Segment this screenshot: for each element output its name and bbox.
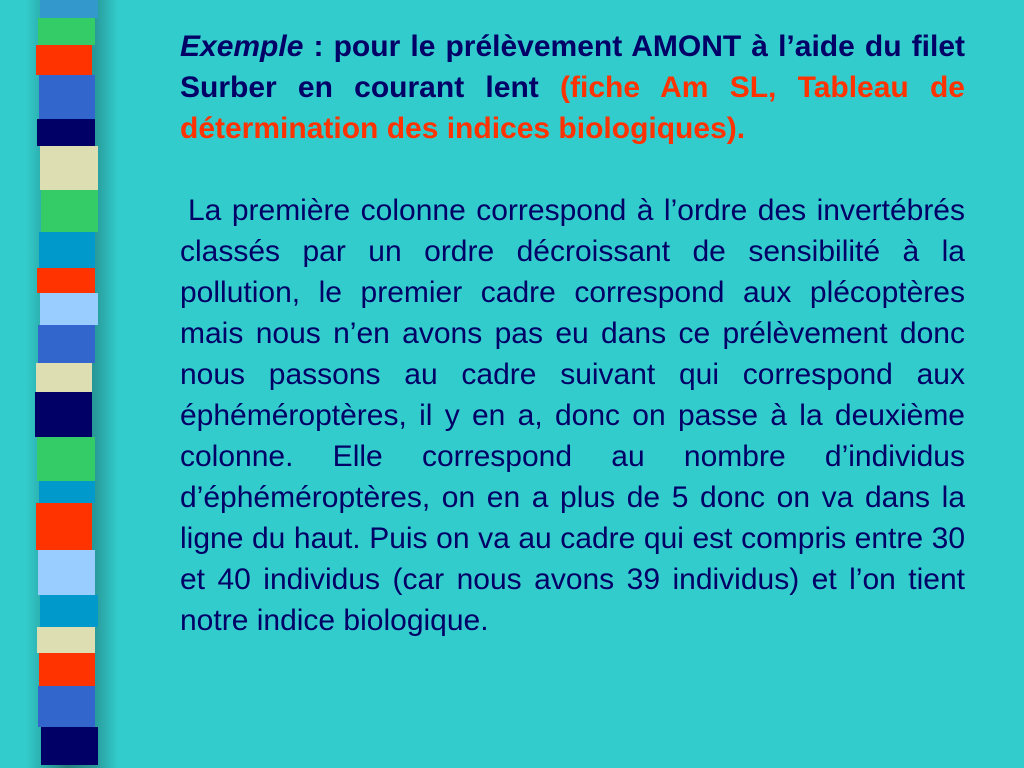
strip-block — [40, 0, 98, 18]
slide-content — [180, 26, 965, 641]
strip-block — [38, 686, 95, 727]
strip-block — [37, 627, 95, 653]
strip-block — [37, 437, 95, 481]
strip-block — [39, 481, 95, 503]
strip-block — [40, 595, 98, 627]
explanation-paragraph: La première colonne correspond à l’ordre des invertébrés classés par un ordre décroissant de sensibilité à la pollution, le premier cadre correspond aux plécoptères mais nous n’en avons pas eu dans ce prélèvement donc nous passons au cadre suivant qui correspond aux éphéméroptères, il y en a, donc on passe à la deuxième colonne. Elle correspond au nombre d’individus d’éphéméroptères, on en a plus de 5 donc on va dans la ligne du haut. Puis on va au cadre qui est compris entre 30 et 40 individus (car nous avons 39 individus) et l’on tient notre indice biologique. — [180, 194, 965, 637]
strip-block — [38, 325, 95, 363]
strip-block — [36, 503, 92, 550]
strip-block — [39, 653, 95, 686]
paragraph-spacer — [180, 149, 965, 190]
strip-block — [39, 75, 95, 119]
strip-block — [38, 18, 95, 45]
decorative-color-strip — [34, 0, 104, 768]
example-lead: Exemple — [180, 30, 304, 63]
strip-block — [41, 727, 98, 765]
strip-block — [37, 119, 95, 146]
strip-block — [36, 45, 92, 75]
strip-block — [39, 232, 95, 268]
strip-block — [36, 363, 92, 392]
strip-block — [38, 550, 95, 595]
example-text: : pour le prélèvement AMONT à l’aide du filet Surber en courant lent — [180, 30, 965, 104]
strip-block — [35, 392, 92, 437]
strip-block — [37, 268, 95, 293]
example-paragraph — [180, 26, 965, 149]
strip-block — [41, 190, 98, 232]
example-reference: (fiche Am SL, Tableau de détermination des indices biologiques). — [180, 71, 965, 145]
strip-block — [40, 293, 98, 325]
strip-block — [40, 146, 98, 190]
